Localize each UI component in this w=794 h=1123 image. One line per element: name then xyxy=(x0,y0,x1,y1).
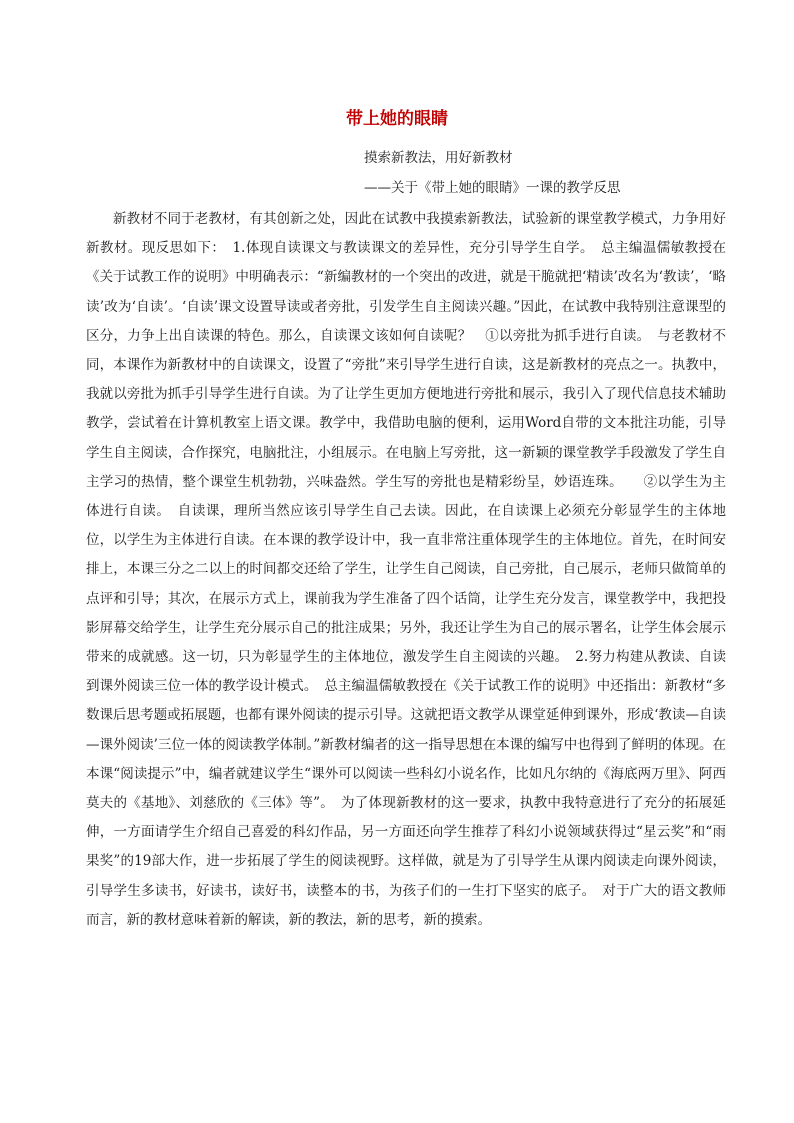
document-subtitle: 摸索新教法，用好新教材 xyxy=(364,150,513,166)
document-subtitle-secondary: ——关于《带上她的眼睛》一课的教学反思 xyxy=(364,180,621,196)
document-title: 带上她的眼睛 xyxy=(346,109,448,129)
document-body-paragraph: 新教材不同于老教材，有其创新之处，因此在试教中我摸索新教法，试验新的课堂教学模式，力争用好新教材。现反思如下： 1.体现自读课文与教读课文的差异性，充分引导学生自学。 总主编温儒敏教授在《关于试教工作的说明》中明确表示：“新编教材的一个突出的改进，就是干脆就把‘精读’改名为‘教读’，‘略读’改为‘自读’。‘自读’课文设置导读或者旁批，引发学生自主阅读兴趣。”因此，在试教中我特别注意课型的区分，力争上出自读课的特色。那么，自读课文该如何自读呢？ ①以旁批为抓手进行自读。 与老教材不同，本课作为新教材中的自读课文，设置了“旁批”来引导学生进行自读，这是新教材的亮点之一。执教中，我就以旁批为抓手引导学生进行自读。为了让学生更加方便地进行旁批和展示，我引入了现代信息技术辅助教学，尝试着在计算机教室上语文课。教学中，我借助电脑的便利，运用Word自带的文本批注功能，引导学生自主阅读，合作探究，电脑批注，小组展示。在电脑上写旁批，这一新颖的课堂教学手段激发了学生自主学习的热情，整个课堂生机勃勃，兴味盎然。学生写的旁批也是精彩纷呈，妙语连珠。 ②以学生为主体进行自读。 自读课，理所当然应该引导学生自己去读。因此，在自读课上必须充分彰显学生的主体地位，以学生为主体进行自读。在本课的教学设计中，我一直非常注重体现学生的主体地位。首先，在时间安排上，本课三分之二以上的时间都交还给了学生，让学生自己阅读，自己旁批，自己展示，老师只做简单的点评和引导；其次，在展示方式上，课前我为学生准备了四个话筒，让学生充分发言，课堂教学中，我把投影屏幕交给学生，让学生充分展示自己的批注成果；另外，我还让学生为自己的展示署名，让学生体会展示带来的成就感。这一切，只为彰显学生的主体地位，激发学生自主阅读的兴趣。 2.努力构建从教读、自读到课外阅读三位一体的教学设计模式。 总主编温儒敏教授在《关于试教工作的说明》中还指出：新教材“多数课后思考题或拓展题，也都有课外阅读的提示引导。这就把语文教学从课堂延伸到课外，形成‘教读—自读—课外阅读’三位一体的阅读教学体制。”新教材编者的这一指导思想在本课的编写中也得到了鲜明的体现。在本课“阅读提示”中，编者就建议学生“课外可以阅读一些科幻小说名作，比如凡尔纳的《海底两万里》、阿西莫夫的《基地》、刘慈欣的《三体》等”。 为了体现新教材的这一要求，执教中我特意进行了充分的拓展延伸，一方面请学生介绍自己喜爱的科幻作品，另一方面还向学生推荐了科幻小说领域获得过“星云奖”和“雨果奖”的19部大作，进一步拓展了学生的阅读视野。这样做，就是为了引导学生从课内阅读走向课外阅读，引导学生多读书，好读书，读好书，读整本的书，为孩子们的一生打下坚实的底子。 对于广大的语文教师而言，新的教材意味着新的解读，新的教法，新的思考，新的摸索。 xyxy=(86,211,726,928)
